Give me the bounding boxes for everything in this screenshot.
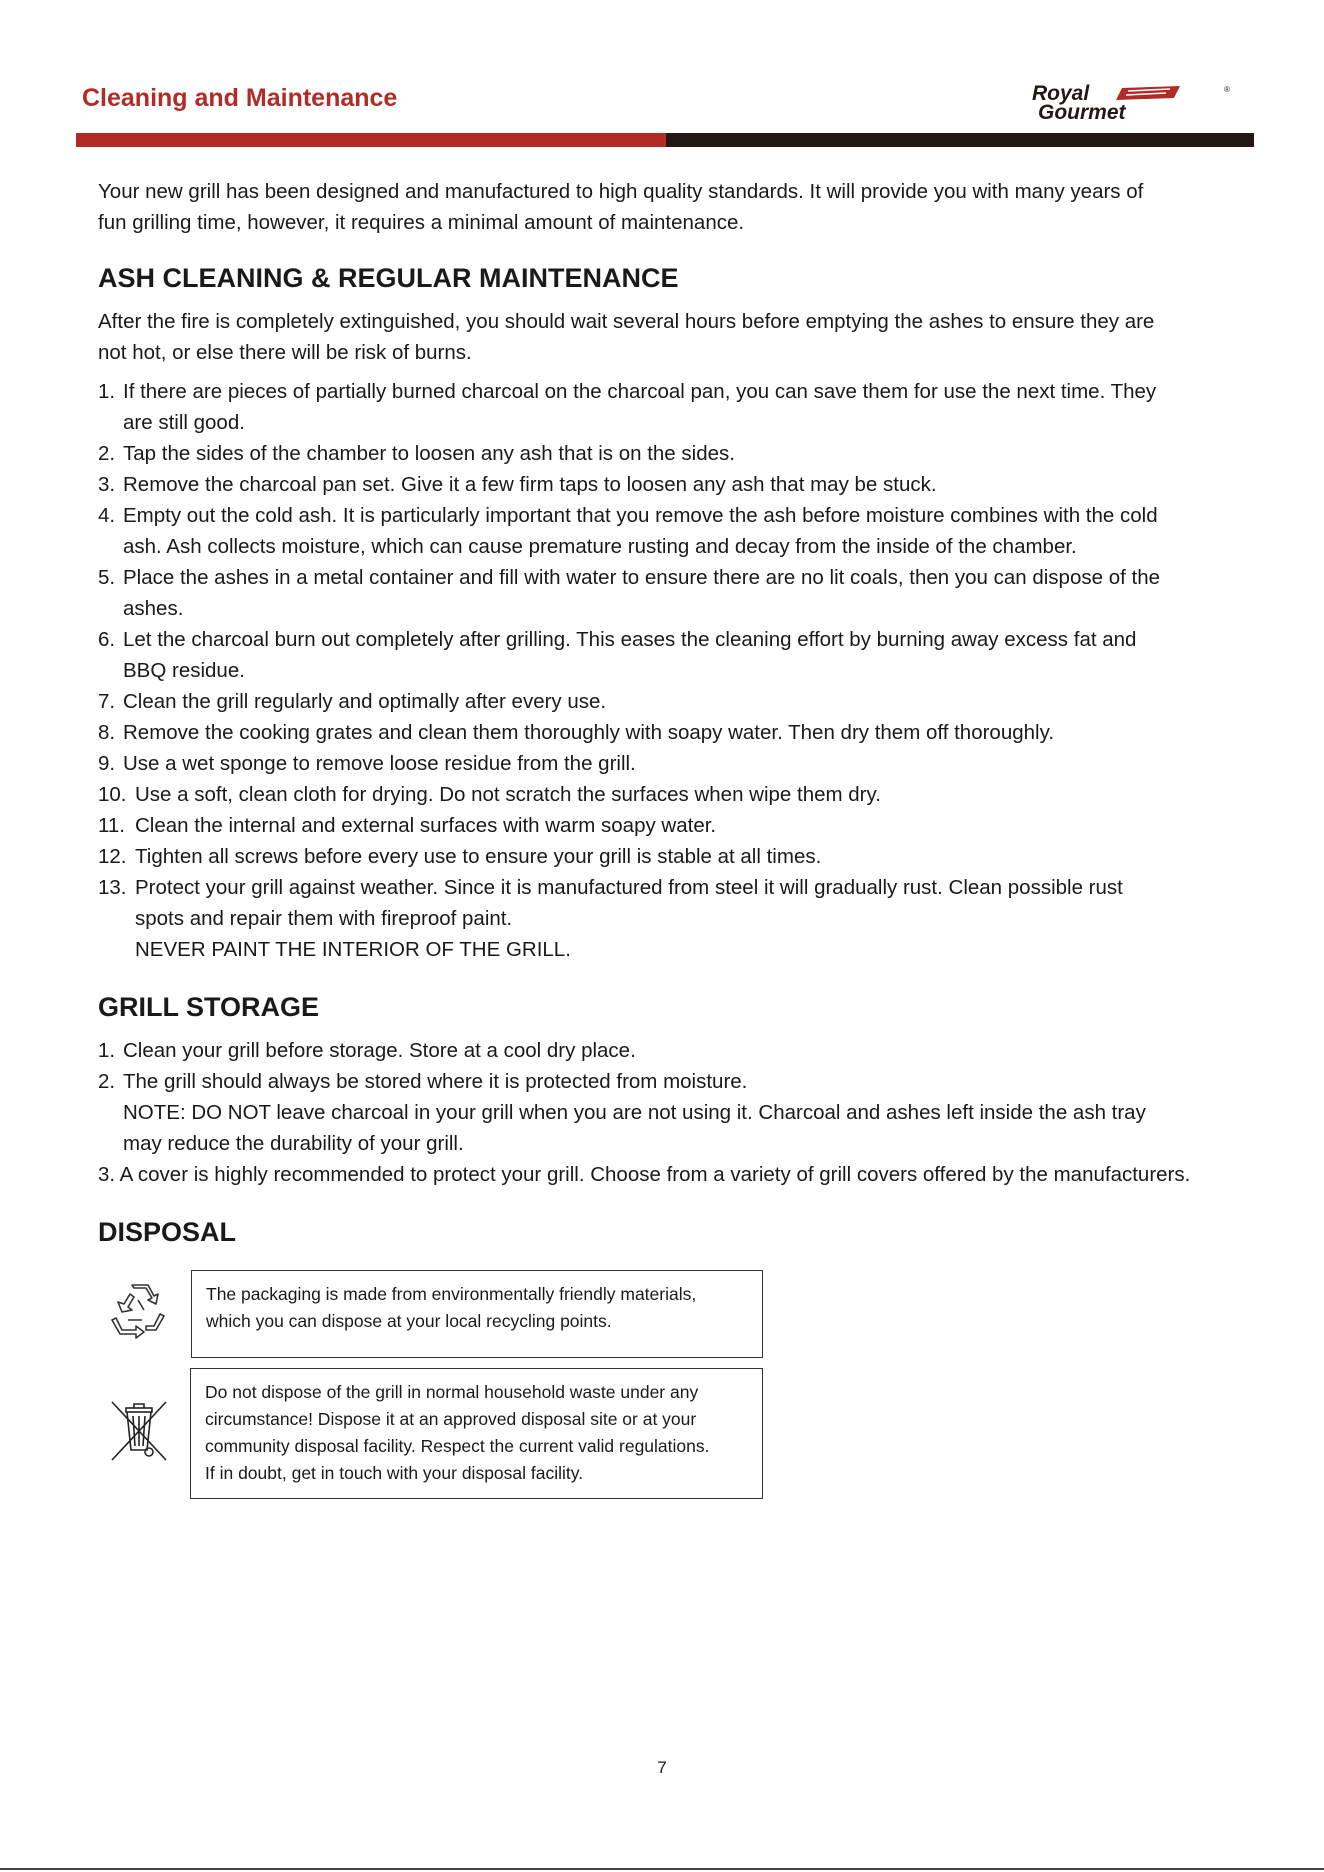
list-item: 6. Let the charcoal burn out completely after grilling. This eases the cleaning effort by burning away excess fat and BBQ residue.	[98, 628, 1137, 682]
list-item: 1. Clean your grill before storage. Store at a cool dry place.	[98, 1039, 636, 1062]
list-item: 13. Protect your grill against weather. Since it is manufactured from steel it will gradually rust. Clean possible rust spots and repair them with fireproof paint. NEVER PAINT THE INTERIOR OF THE GRILL.	[98, 876, 1123, 961]
list-item: 4. Empty out the cold ash. It is particularly important that you remove the ash before moisture combines with the cold ash. Ash collects moisture, which can cause premature rusting and decay from the inside of the chamber.	[98, 504, 1158, 558]
disposal-heading: DISPOSAL	[98, 1217, 237, 1247]
crossed-out-bin-icon	[108, 1398, 170, 1464]
svg-text:®: ®	[1224, 85, 1230, 94]
list-item: 5. Place the ashes in a metal container and fill with water to ensure there are no lit coals, then you can dispose of the ashes.	[98, 566, 1160, 620]
list-item: 7. Clean the grill regularly and optimally after every use.	[98, 690, 607, 713]
page-title: Cleaning and Maintenance	[82, 84, 398, 112]
list-item: 11. Clean the internal and external surfaces with warm soapy water.	[98, 814, 717, 837]
ash-heading: ASH CLEANING & REGULAR MAINTENANCE	[98, 263, 679, 293]
list-item: 2. The grill should always be stored where it is protected from moisture.	[98, 1070, 748, 1093]
svg-text:Gourmet: Gourmet	[1038, 101, 1126, 122]
packaging-notice: The packaging is made from environmentally friendly materials, which you can dispose at your local recycling points.	[191, 1270, 763, 1358]
list-item: 9. Use a wet sponge to remove loose residue from the grill.	[98, 752, 636, 775]
royal-gourmet-logo	[1030, 82, 1230, 122]
svg-text:Royal: Royal	[1032, 82, 1090, 105]
list-item: 3. Remove the charcoal pan set. Give it a few firm taps to loosen any ash that may be stuck.	[98, 473, 937, 496]
intro-paragraph	[98, 176, 1258, 238]
storage-note: NOTE: DO NOT leave charcoal in your grill when you are not using it. Charcoal and ashes left inside the ash tray	[123, 1101, 1146, 1124]
list-item: 2. Tap the sides of the chamber to loosen any ash that is on the sides.	[98, 442, 735, 465]
list-item: 10. Use a soft, clean cloth for drying. Do not scratch the surfaces when wipe them dry.	[98, 783, 881, 806]
header-bar-red	[76, 133, 666, 147]
page-number: 7	[657, 1758, 667, 1777]
intro-line: fun grilling time, however, it requires a minimal amount of maintenance.	[98, 211, 745, 234]
disposal-section	[98, 1266, 1258, 1526]
bottom-rule	[0, 1868, 1324, 1870]
ash-intro-line: not hot, or else there will be risk of burns.	[98, 341, 472, 364]
recycle-icon	[108, 1280, 172, 1344]
main-content	[98, 176, 1258, 1526]
list-item: 12. Tighten all screws before every use to ensure your grill is stable at all times.	[98, 845, 822, 868]
list-item: 1. If there are pieces of partially burned charcoal on the charcoal pan, you can save them for use the next time. They are still good.	[98, 380, 1157, 434]
intro-line: Your new grill has been designed and manufactured to high quality standards. It will provide you with many years of	[98, 180, 1144, 203]
list-item: 8. Remove the cooking grates and clean them thoroughly with soapy water. Then dry them off thoroughly.	[98, 721, 1055, 744]
storage-list	[98, 1035, 1258, 1097]
storage-note: may reduce the durability of your grill.	[123, 1132, 464, 1155]
storage-heading: GRILL STORAGE	[98, 992, 320, 1022]
ash-intro-line: After the fire is completely extinguished, you should wait several hours before emptying the ashes to ensure they are	[98, 310, 1155, 333]
ash-list	[98, 376, 1258, 965]
header-bar-dark	[666, 133, 1254, 147]
grill-disposal-notice: Do not dispose of the grill in normal household waste under any circumstance! Dispose it at an approved disposal site or at your community disposal facility. Respect the current valid regulations. If in doubt, get in touch with your disposal facility.	[190, 1368, 763, 1499]
storage-item-3: 3. A cover is highly recommended to protect your grill. Choose from a variety of grill covers offered by the manufacturers.	[98, 1163, 1191, 1186]
